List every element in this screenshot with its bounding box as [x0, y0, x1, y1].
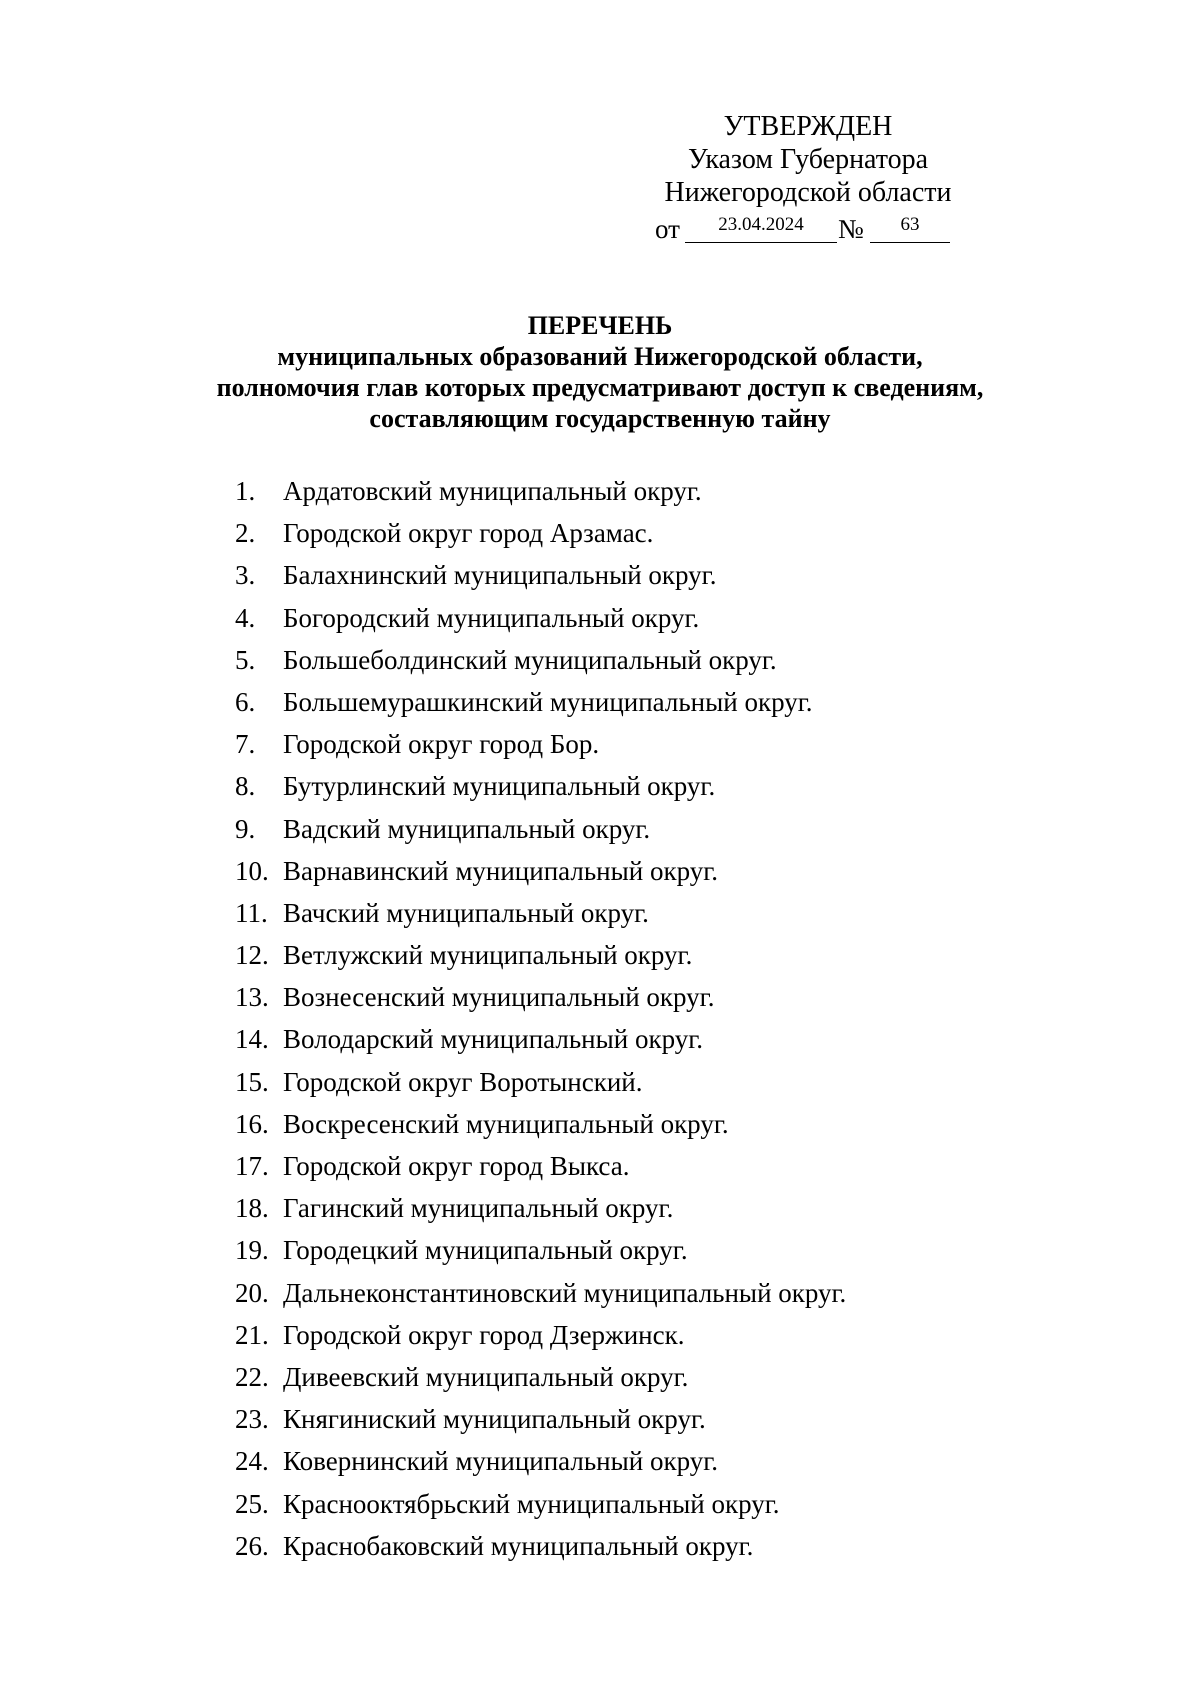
list-item — [235, 892, 1135, 934]
list-item-number: 13. — [235, 982, 269, 1013]
list-item-text: Городской округ город Выкса. — [283, 1151, 630, 1181]
municipality-list — [235, 470, 1135, 1567]
list-item-number: 6. — [235, 686, 256, 717]
list-item-text: Городской округ город Дзержинск. — [283, 1319, 685, 1350]
list-item-text: Княгиниский муниципальный округ. — [283, 1404, 706, 1435]
document-title — [150, 310, 1050, 434]
list-item — [235, 976, 1135, 1018]
decree-date: 23.04.2024 — [685, 210, 837, 243]
list-item — [235, 1440, 1135, 1482]
list-item-text: Городской округ Воротынский. — [283, 1066, 643, 1097]
decree-number: 63 — [870, 210, 950, 243]
list-item — [235, 723, 1135, 765]
list-item-number: 22. — [235, 1361, 269, 1392]
list-item-number: 1. — [235, 476, 256, 506]
list-item-number: 12. — [235, 940, 269, 971]
list-item — [235, 850, 1135, 892]
list-item-text: Воскресенский муниципальный округ. — [283, 1108, 729, 1139]
list-item-number: 8. — [235, 771, 256, 802]
list-item-text: Ковернинский муниципальный округ. — [283, 1446, 719, 1477]
list-item-text: Гагинский муниципальный округ. — [283, 1193, 674, 1224]
title-line-3: составляющим государственную тайну — [369, 404, 831, 433]
list-item-text: Вачский муниципальный округ. — [283, 897, 649, 928]
list-item — [235, 1103, 1135, 1145]
list-item-number: 26. — [235, 1530, 269, 1561]
list-item-number: 20. — [235, 1277, 269, 1308]
list-item — [235, 1229, 1135, 1271]
list-item-text: Городецкий муниципальный округ. — [283, 1235, 688, 1266]
list-item-number: 14. — [235, 1024, 269, 1055]
list-item-number: 19. — [235, 1235, 269, 1266]
list-item — [235, 512, 1135, 554]
list-item — [235, 1145, 1135, 1187]
list-item-text: Краснооктябрьский муниципальный округ. — [283, 1488, 780, 1519]
list-item — [235, 681, 1135, 723]
list-item — [235, 1061, 1135, 1103]
number-sign: № — [838, 214, 864, 244]
list-item — [235, 1483, 1135, 1525]
list-item-number: 3. — [235, 560, 256, 591]
list-item-number: 7. — [235, 729, 256, 760]
list-item-number: 2. — [235, 518, 256, 549]
list-item-number: 11. — [235, 897, 268, 928]
list-item — [235, 1314, 1135, 1356]
title-heading: ПЕРЕЧЕНЬ — [527, 311, 673, 340]
list-item-text: Володарский муниципальный округ. — [283, 1024, 703, 1055]
approval-decree: Указом Губернатора — [687, 144, 929, 175]
list-item-number: 23. — [235, 1404, 269, 1435]
from-label: от — [655, 214, 680, 244]
list-item — [235, 808, 1135, 850]
list-item-text: Большеболдинский муниципальный округ. — [283, 644, 777, 675]
list-item-text: Ардатовский муниципальный округ. — [283, 476, 702, 506]
list-item — [235, 765, 1135, 807]
list-item-number: 16. — [235, 1108, 269, 1139]
list-item — [235, 1018, 1135, 1060]
list-item-number: 21. — [235, 1319, 269, 1350]
list-item — [235, 1272, 1135, 1314]
list-item-text: Вознесенский муниципальный округ. — [283, 982, 715, 1013]
approval-title: УТВЕРЖДЕН — [723, 111, 893, 142]
list-item — [235, 1356, 1135, 1398]
list-item — [235, 470, 1135, 512]
list-item — [235, 1187, 1135, 1229]
list-item-number: 18. — [235, 1193, 269, 1224]
list-item-number: 25. — [235, 1488, 269, 1519]
list-item-text: Балахнинский муниципальный округ. — [283, 560, 717, 591]
approval-region: Нижегородской области — [664, 177, 952, 208]
title-line-1: муниципальных образований Нижегородской области, — [277, 342, 923, 371]
list-item-number: 17. — [235, 1151, 269, 1181]
list-item — [235, 639, 1135, 681]
list-item — [235, 1525, 1135, 1567]
list-item-text: Большемурашкинский муниципальный округ. — [283, 686, 813, 717]
list-item-number: 9. — [235, 813, 256, 844]
approval-date-row — [655, 210, 975, 244]
list-item-number: 4. — [235, 602, 256, 633]
list-item-text: Дивеевский муниципальный округ. — [283, 1361, 689, 1392]
list-item-text: Дальнеконстантиновский муниципальный округ. — [283, 1277, 847, 1308]
list-item-number: 24. — [235, 1446, 269, 1477]
list-item-number: 15. — [235, 1066, 269, 1097]
list-item-text: Богородский муниципальный округ. — [283, 602, 700, 633]
list-item-text: Бутурлинский муниципальный округ. — [283, 771, 716, 802]
list-item — [235, 1398, 1135, 1440]
list-item-text: Ветлужский муниципальный округ. — [283, 940, 693, 971]
approval-stamp — [648, 110, 968, 209]
list-item-number: 10. — [235, 855, 269, 886]
list-item-text: Варнавинский муниципальный округ. — [283, 855, 718, 886]
list-item-text: Городской округ город Бор. — [283, 729, 600, 760]
title-line-2: полномочия глав которых предусматривают доступ к сведениям, — [216, 373, 984, 402]
list-item-number: 5. — [235, 644, 256, 675]
list-item — [235, 554, 1135, 596]
list-item-text: Городской округ город Арзамас. — [283, 518, 654, 549]
list-item-text: Вадский муниципальный округ. — [283, 813, 651, 844]
list-item — [235, 597, 1135, 639]
list-item — [235, 934, 1135, 976]
list-item-text: Краснобаковский муниципальный округ. — [283, 1530, 754, 1561]
